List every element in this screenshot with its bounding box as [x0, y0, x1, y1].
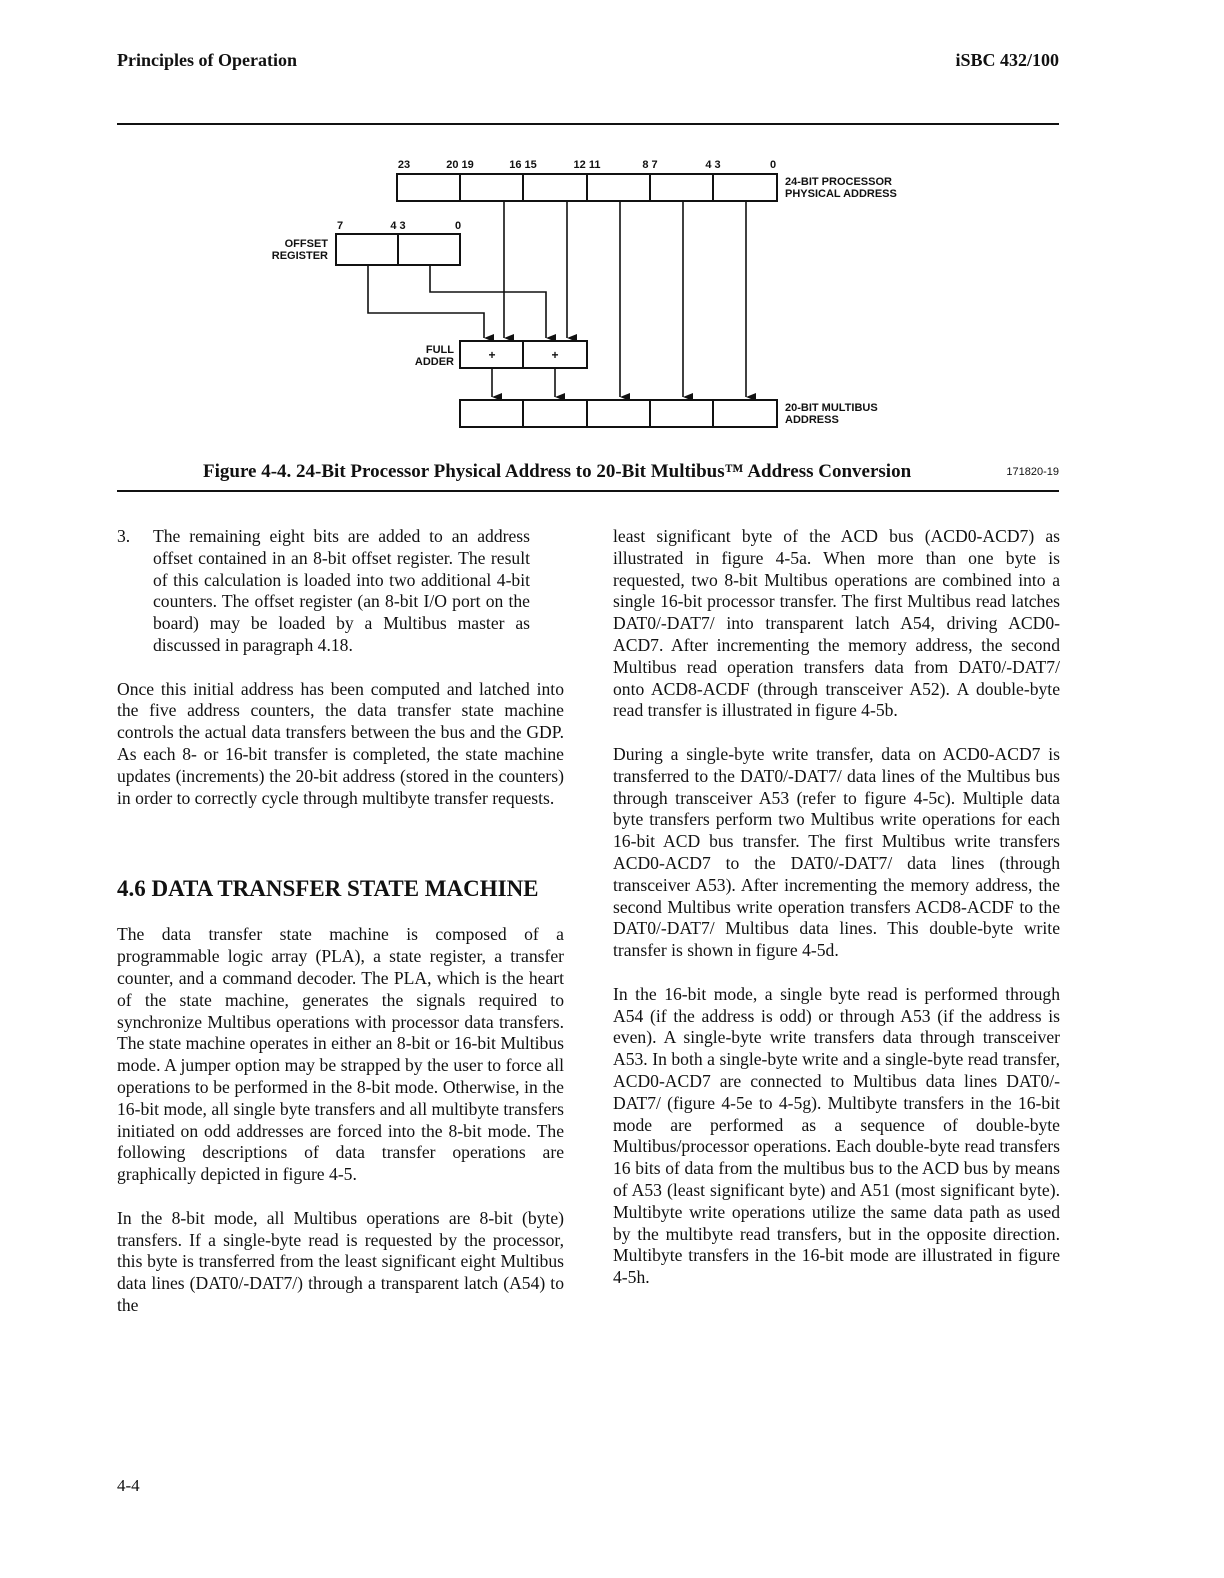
offset-label-line2: REGISTER — [271, 250, 328, 262]
adder-plus-symbol: + — [551, 348, 559, 362]
multibus-address-register — [460, 400, 777, 427]
section-heading: 4.6 DATA TRANSFER STATE MACHINE — [117, 876, 539, 902]
processor-bit-label: 20 19 — [446, 159, 474, 171]
running-header-left: Principles of Operation — [117, 50, 297, 70]
offset-bit-label: 0 — [454, 220, 462, 232]
page-number: 4-4 — [117, 1476, 140, 1495]
offset-label-line1: OFFSET — [284, 238, 328, 250]
paragraph: During a single-byte write transfer, data on ACD0-ACD7 is transferred to the DAT0/-DAT7/ data lines of the Multibus bus through transceiver A53 (refer to figure 4-5c). Multiple data byte transfers perform two Multibus write operations for each 16-bit ACD bus transfer. The first Multibus write transfers ACD0-ACD7 to the DAT0/-DAT7/ data lines (through transceiver A53). After incrementing the memory address, the second Multibus write operation transfers ACD8-ACDF to the DAT0/-DAT7/ Multibus data lines. This double-byte write transfer is shown in figure 4-5d. — [613, 743, 1060, 961]
full-adder — [460, 341, 587, 368]
processor-bit-label: 16 15 — [509, 159, 537, 171]
offset-bit-label: 7 — [336, 220, 344, 232]
processor-bit-label: 0 — [769, 159, 777, 171]
multibus-label-line1: 20-BIT MULTIBUS — [785, 402, 878, 414]
paragraph: least significant byte of the ACD bus (ACD0-ACD7) as illustrated in figure 4-5a. When more than one byte is requested, two 8-bit Multibus operations are combined into a single 16-bit processor transfer. The first Multibus read latches DAT0/-DAT7/ into transparent latch A54, driving ACD0-ACD7. After incrementing the memory address, the second Multibus read operation transfers data from DAT0/-DAT7/ onto ACD8-ACDF (through transceiver A52). A double-byte read transfer is illustrated in figure 4-5b. — [613, 526, 1060, 721]
processor-bit-label: 4 3 — [705, 159, 721, 171]
running-header-right: iSBC 432/100 — [955, 50, 1059, 70]
list-item-text: The remaining eight bits are added to an address offset contained in an 8-bit offset register. The result of this calculation is loaded into two additional 4-bit counters. The offset register (an 8-bit I/O port on the board) may be loaded by a Multibus master as discussed in paragraph 4.18. — [153, 526, 530, 655]
left-column — [117, 526, 564, 1317]
processor-label-line2: PHYSICAL ADDRESS — [785, 188, 897, 200]
adder-label-line1: FULL — [425, 344, 454, 356]
figure-caption-title: Figure 4-4. 24-Bit Processor Physical Address to 20-Bit Multibus™ Address Conversion — [203, 461, 912, 482]
processor-bit-label: 8 7 — [642, 159, 658, 171]
adder-plus-symbol: + — [488, 348, 496, 362]
list-item-number: 3. — [117, 526, 131, 546]
multibus-label-line2: ADDRESS — [785, 414, 839, 426]
processor-bit-label: 12 11 — [573, 159, 601, 171]
adder-label-line2: ADDER — [414, 356, 454, 368]
offset-bit-label: 4 3 — [390, 220, 406, 232]
offset-register — [336, 234, 460, 265]
paragraph: The data transfer state machine is composed of a programmable logic array (PLA), a state register, a transfer counter, and a command decoder. The PLA, which is the heart of the state machine, generates the signals required to synchronize Multibus operations with processor data transfers. The state machine operates in either an 8-bit or 16-bit Multibus mode. A jumper option may be strapped by the user to force all operations to be performed in the 8-bit mode. Otherwise, in the 16-bit mode, all single byte transfers and all multibyte transfers initiated on odd addresses are forced into the 8-bit mode. The following descriptions of data transfer operations are graphically depicted in figure 4-5. — [117, 924, 564, 1185]
caption-rule — [117, 490, 1059, 492]
processor-bit-label: 23 — [397, 159, 411, 171]
processor-address-register — [397, 174, 777, 201]
processor-label-line1: 24-BIT PROCESSOR — [785, 176, 892, 188]
paragraph: In the 16-bit mode, a single byte read is performed through A54 (if the address is odd) or through A53 (if the address is even). A single-byte write transfers data through transceiver A53. In both a single-byte write and a single-byte read transfer, ACD0-ACD7 are connected to Multibus data lines DAT0/-DAT7/ (figure 4-5e to 4-5g). Multibyte transfers in the 16-bit mode are performed as a sequence of double-byte Multibus/processor operations. Each double-byte read transfers 16 bits of data from the multibus bus to the ACD bus by means of A53 (least significant byte) and A51 (most significant byte). Multibyte write operations utilize the same data path as used by the multibyte read transfers, but in the opposite direction. Multibyte transfers in the 16-bit mode are illustrated in figure 4-5h. — [613, 983, 1060, 1288]
figure-code: 171820-19 — [1006, 466, 1059, 478]
right-column — [613, 526, 1060, 1289]
address-conversion-diagram — [0, 0, 1224, 460]
list-item-3 — [117, 526, 564, 657]
paragraph: In the 8-bit mode, all Multibus operations are 8-bit (byte) transfers. If a single-byte read is requested by the processor, this byte is transferred from the least significant eight Multibus data lines (DAT0/-DAT7/) through a transparent latch (A54) to the — [117, 1207, 564, 1315]
paragraph: Once this initial address has been computed and latched into the five address counters, the data transfer state machine controls the actual data transfers between the bus and the GDP. As each 8- or 16-bit transfer is completed, the state machine updates (increments) the 20-bit address (stored in the counters) in order to correctly cycle through multibyte transfer requests. — [117, 678, 564, 808]
